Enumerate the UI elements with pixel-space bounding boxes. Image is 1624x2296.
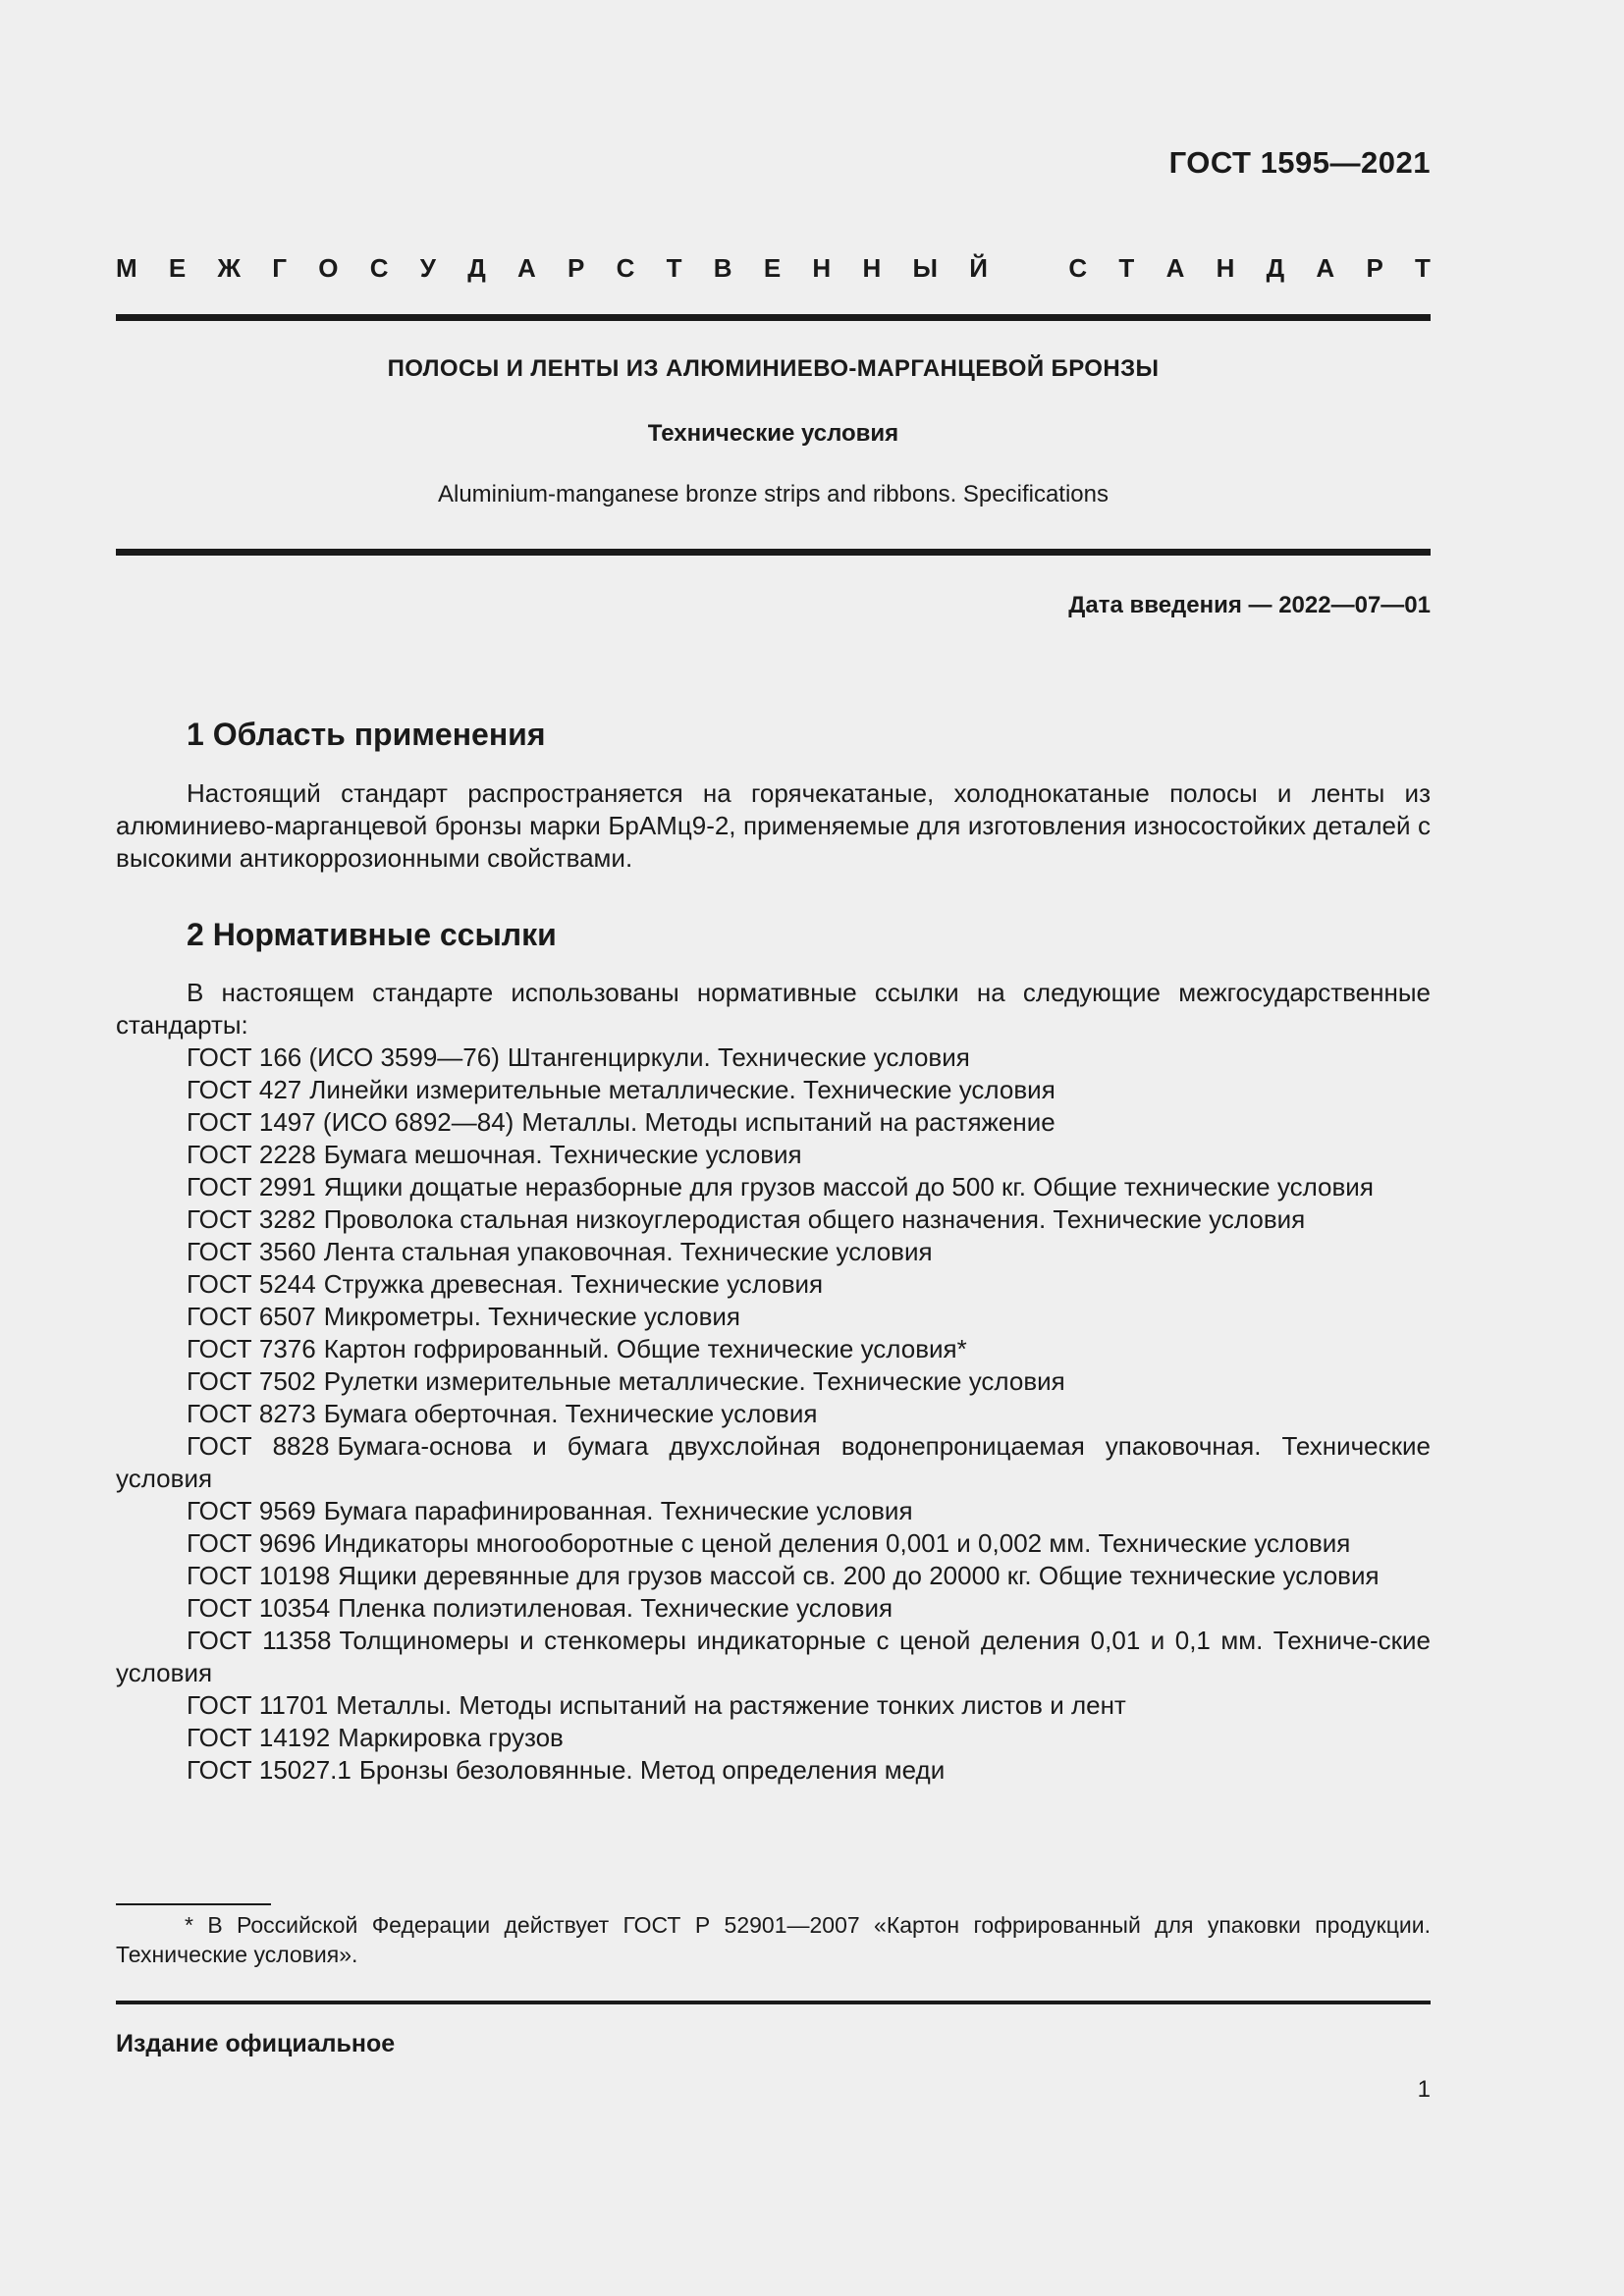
reference-title: Ящики деревянные для грузов массой св. 200 до 20000 кг. Общие технические условия <box>338 1561 1380 1590</box>
reference-code: ГОСТ 8828 <box>187 1431 330 1461</box>
reference-title: Проволока стальная низкоуглеродистая общего назначения. Технические условия <box>323 1204 1306 1234</box>
standard-type-letter: Н <box>862 253 882 283</box>
reference-title: Пленка полиэтиленовая. Технические условия <box>338 1593 893 1623</box>
standard-type-letter: Т <box>1415 253 1431 283</box>
doc-title: ПОЛОСЫ И ЛЕНТЫ ИЗ АЛЮМИНИЕВО-МАРГАНЦЕВОЙ БРОНЗЫ <box>387 355 1160 382</box>
reference-code: ГОСТ 9569 <box>187 1496 316 1525</box>
reference-item <box>116 1074 1431 1106</box>
standard-type-letter: С <box>1068 253 1088 283</box>
reference-code: ГОСТ 9696 <box>187 1528 316 1558</box>
reference-item <box>116 1722 1431 1754</box>
reference-item <box>116 1139 1431 1171</box>
reference-item <box>116 1495 1431 1527</box>
reference-code: ГОСТ 1497 (ИСО 6892—84) <box>187 1107 514 1137</box>
section-heading-scope: 1 Область применения <box>187 717 546 752</box>
reference-title: Бумага оберточная. Технические условия <box>323 1399 818 1428</box>
reference-code: ГОСТ 6507 <box>187 1302 316 1331</box>
reference-title: Индикаторы многооборотные с ценой деления 0,001 и 0,002 мм. Технические условия <box>323 1528 1351 1558</box>
reference-code: ГОСТ 3560 <box>187 1237 316 1266</box>
doc-subtitle: Технические условия <box>647 420 899 447</box>
standard-type-letter: Д <box>1266 253 1285 283</box>
reference-item <box>116 1041 1431 1074</box>
reference-item <box>116 1689 1431 1722</box>
reference-title: Металлы. Методы испытаний на растяжение <box>521 1107 1056 1137</box>
doc-english-title: Aluminium-manganese bronze strips and ribbons. Specifications <box>437 481 1109 507</box>
standard-type-letter: Е <box>763 253 782 283</box>
reference-title: Рулетки измерительные металлические. Технические условия <box>323 1366 1065 1396</box>
reference-item <box>116 1592 1431 1625</box>
references-intro: В настоящем стандарте использованы нормативные ссылки на следующие межгосударственные стандарты: <box>116 978 1431 1040</box>
reference-title: Бумага-основа и бумага двухслойная водонепроницаемая упаковочная. Технические условия <box>116 1431 1431 1493</box>
reference-title: Толщиномеры и стенкомеры индикаторные с ценой деления 0,01 и 0,1 мм. Техниче-ские условия <box>116 1626 1432 1687</box>
reference-code: ГОСТ 2991 <box>187 1172 316 1201</box>
reference-code: ГОСТ 10198 <box>187 1561 331 1590</box>
reference-item <box>116 1430 1431 1495</box>
reference-code: ГОСТ 15027.1 <box>187 1755 352 1785</box>
reference-code: ГОСТ 7502 <box>187 1366 316 1396</box>
page-number: 1 <box>1417 2076 1431 2103</box>
standard-type <box>116 253 1431 284</box>
intro-date: Дата введения — 2022—07—01 <box>1068 592 1431 618</box>
standard-type-letter: М <box>116 253 137 283</box>
footnote: * В Российской Федерации действует ГОСТ Р 52901—2007 «Картон гофрированный для упаковки продукции. Технические условия». <box>116 1912 1431 1967</box>
reference-code: ГОСТ 3282 <box>187 1204 316 1234</box>
standard-type-letter: О <box>318 253 339 283</box>
standard-type-letter: Т <box>1118 253 1135 283</box>
reference-title: Маркировка грузов <box>338 1723 564 1752</box>
title-rule <box>116 549 1431 556</box>
section-heading-references: 2 Нормативные ссылки <box>187 917 557 952</box>
reference-title: Картон гофрированный. Общие технические условия* <box>323 1334 967 1363</box>
reference-item <box>116 1365 1431 1398</box>
reference-code: ГОСТ 2228 <box>187 1140 316 1169</box>
reference-item <box>116 1301 1431 1333</box>
standard-type-letter: Н <box>1216 253 1235 283</box>
standard-type-letter: Ы <box>912 253 938 283</box>
reference-title: Ящики дощатые неразборные для грузов массой до 500 кг. Общие технические условия <box>323 1172 1374 1201</box>
reference-code: ГОСТ 7376 <box>187 1334 316 1363</box>
reference-item <box>116 1106 1431 1139</box>
reference-item <box>116 1171 1431 1203</box>
standard-type-letter: Т <box>666 253 682 283</box>
reference-item <box>116 1527 1431 1560</box>
header-rule <box>116 314 1431 321</box>
reference-item <box>116 1333 1431 1365</box>
standard-type-letter: А <box>1316 253 1335 283</box>
standard-type-letter: А <box>1165 253 1185 283</box>
reference-item <box>116 1236 1431 1268</box>
reference-title: Стружка древесная. Технические условия <box>323 1269 824 1299</box>
reference-code: ГОСТ 5244 <box>187 1269 316 1299</box>
standard-type-letter: В <box>713 253 732 283</box>
standard-type-letter: С <box>369 253 389 283</box>
section-scope-text: Настоящий стандарт распространяется на горячекатаные, холоднокатаные полосы и ленты из алюминиево-марганцевой бронзы марки БрАМц9-2, применяемые для изготовления износостойких деталей с высокими антикоррозионными свойствами. <box>116 778 1431 873</box>
standard-type-letter: Д <box>467 253 486 283</box>
standard-type-letter: А <box>517 253 536 283</box>
reference-item <box>116 1625 1431 1689</box>
reference-code: ГОСТ 11701 <box>187 1690 329 1720</box>
standard-type-letter: Р <box>1366 253 1383 283</box>
reference-title: Лента стальная упаковочная. Технические условия <box>323 1237 933 1266</box>
standard-type-letter <box>1019 253 1037 284</box>
reference-title: Бронзы безоловянные. Метод определения меди <box>358 1755 946 1785</box>
reference-item <box>116 1268 1431 1301</box>
standard-type-letter: Ж <box>217 253 242 283</box>
standard-type-letter: Й <box>969 253 988 283</box>
footer-rule <box>116 2001 1431 2004</box>
standard-type-letter: Р <box>568 253 585 283</box>
standard-type-letter: Е <box>168 253 187 283</box>
reference-title: Бумага парафинированная. Технические условия <box>323 1496 913 1525</box>
reference-title: Линейки измерительные металлические. Технические условия <box>309 1075 1056 1104</box>
edition-label: Издание официальное <box>116 2030 396 2057</box>
references-list <box>116 1041 1431 1787</box>
reference-code: ГОСТ 14192 <box>187 1723 331 1752</box>
standard-type-letter: У <box>419 253 436 283</box>
reference-title: Бумага мешочная. Технические условия <box>323 1140 802 1169</box>
footnote-separator <box>116 1903 271 1905</box>
reference-item <box>116 1398 1431 1430</box>
reference-code: ГОСТ 11358 <box>187 1626 332 1655</box>
reference-item <box>116 1754 1431 1787</box>
doc-number: ГОСТ 1595—2021 <box>1168 145 1431 180</box>
reference-item <box>116 1203 1431 1236</box>
reference-title: Металлы. Методы испытаний на растяжение тонких листов и лент <box>336 1690 1126 1720</box>
reference-code: ГОСТ 10354 <box>187 1593 331 1623</box>
reference-title: Штангенциркули. Технические условия <box>507 1042 970 1072</box>
standard-type-letter: С <box>616 253 635 283</box>
standard-type-letter: Н <box>812 253 832 283</box>
reference-item <box>116 1560 1431 1592</box>
reference-title: Микрометры. Технические условия <box>323 1302 740 1331</box>
reference-code: ГОСТ 427 <box>187 1075 302 1104</box>
reference-code: ГОСТ 166 (ИСО 3599—76) <box>187 1042 500 1072</box>
standard-type-letter: Г <box>272 253 288 283</box>
reference-code: ГОСТ 8273 <box>187 1399 316 1428</box>
